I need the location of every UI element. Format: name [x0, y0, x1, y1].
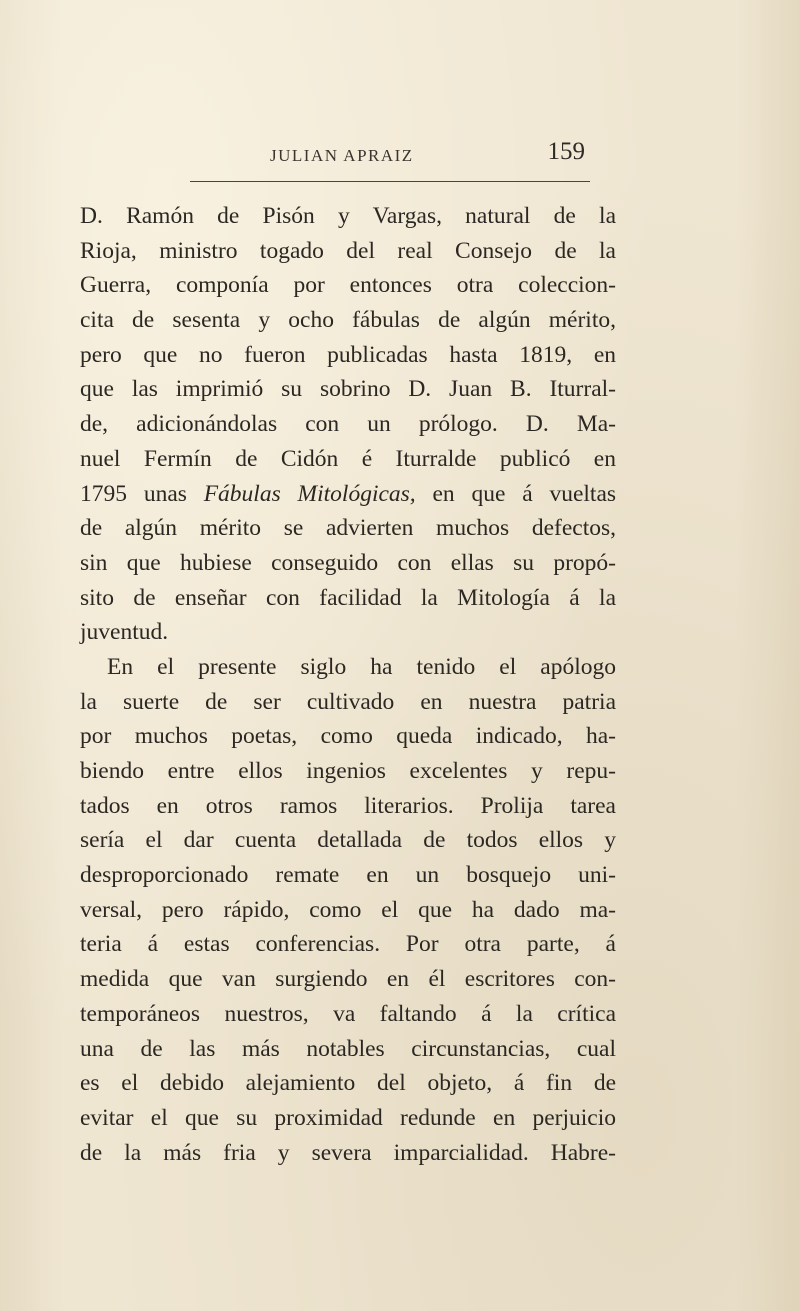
- text-line: una de las más notables circunstancias, cual: [80, 1035, 616, 1062]
- text-line: que las imprimió su sobrino D. Juan B. Iturral-: [80, 376, 616, 403]
- page-number: 159: [547, 138, 585, 165]
- text-line: de algún mérito se advierten muchos defectos,: [80, 515, 616, 542]
- text-line: juventud.: [80, 619, 169, 646]
- text-line: de la más fria y severa imparcialidad. Habre-: [80, 1139, 616, 1166]
- text-line-with-title: [80, 477, 616, 512]
- text-line: medida que van surgiendo en él escritores con-: [80, 966, 616, 993]
- text-line: desproporcionado remate en un bosquejo uni-: [80, 862, 616, 889]
- text-line: D. Ramón de Pisón y Vargas, natural de la: [80, 203, 616, 229]
- text-line: teria á estas conferencias. Por otra parte, á: [80, 931, 616, 958]
- text-line: temporáneos nuestros, va faltando á la crítica: [80, 1000, 616, 1027]
- text-line: sería el dar cuenta detallada de todos ellos y: [80, 827, 616, 854]
- running-title: JULIAN APRAIZ: [270, 146, 414, 165]
- text-line: evitar el que su proximidad redunde en perjuicio: [80, 1104, 616, 1131]
- text-line: cita de sesenta y ocho fábulas de algún mérito,: [80, 307, 616, 334]
- text-line: tados en otros ramos literarios. Prolija tarea: [80, 792, 616, 819]
- text-line: biendo entre ellos ingenios excelentes y repu-: [80, 758, 616, 784]
- text-line: sin que hubiese conseguido con ellas su propó-: [80, 549, 616, 576]
- text-line: nuel Fermín de Cidón é Iturralde publicó en: [80, 445, 616, 472]
- book-title: Fábulas Mitológicas,: [203, 480, 416, 507]
- text-line: En el presente siglo ha tenido el apólogo: [107, 653, 616, 680]
- text-line: es el debido alejamiento del objeto, á fin de: [80, 1070, 616, 1097]
- text-line: Rioja, ministro togado del real Consejo de la: [80, 237, 616, 264]
- text-line: versal, pero rápido, como el que ha dado ma-: [80, 896, 616, 923]
- body-text: [80, 199, 616, 1170]
- text-line: pero que no fueron publicadas hasta 1819, en: [80, 341, 616, 368]
- text-line: sito de enseñar con facilidad la Mitología á la: [80, 584, 616, 611]
- header-rule: [190, 181, 590, 182]
- line-word: unas: [143, 480, 187, 507]
- text-line: por muchos poetas, como queda indicado, ha-: [80, 723, 616, 750]
- text-line: Guerra, componía por entonces otra coleccion-: [80, 272, 616, 299]
- page-header: [80, 138, 615, 178]
- text-line: de, adicionándolas con un prólogo. D. Ma-: [80, 411, 616, 438]
- year: 1795: [80, 480, 127, 507]
- text-line: la suerte de ser cultivado en nuestra patria: [80, 688, 616, 715]
- line-tail: en que á vueltas: [432, 480, 617, 507]
